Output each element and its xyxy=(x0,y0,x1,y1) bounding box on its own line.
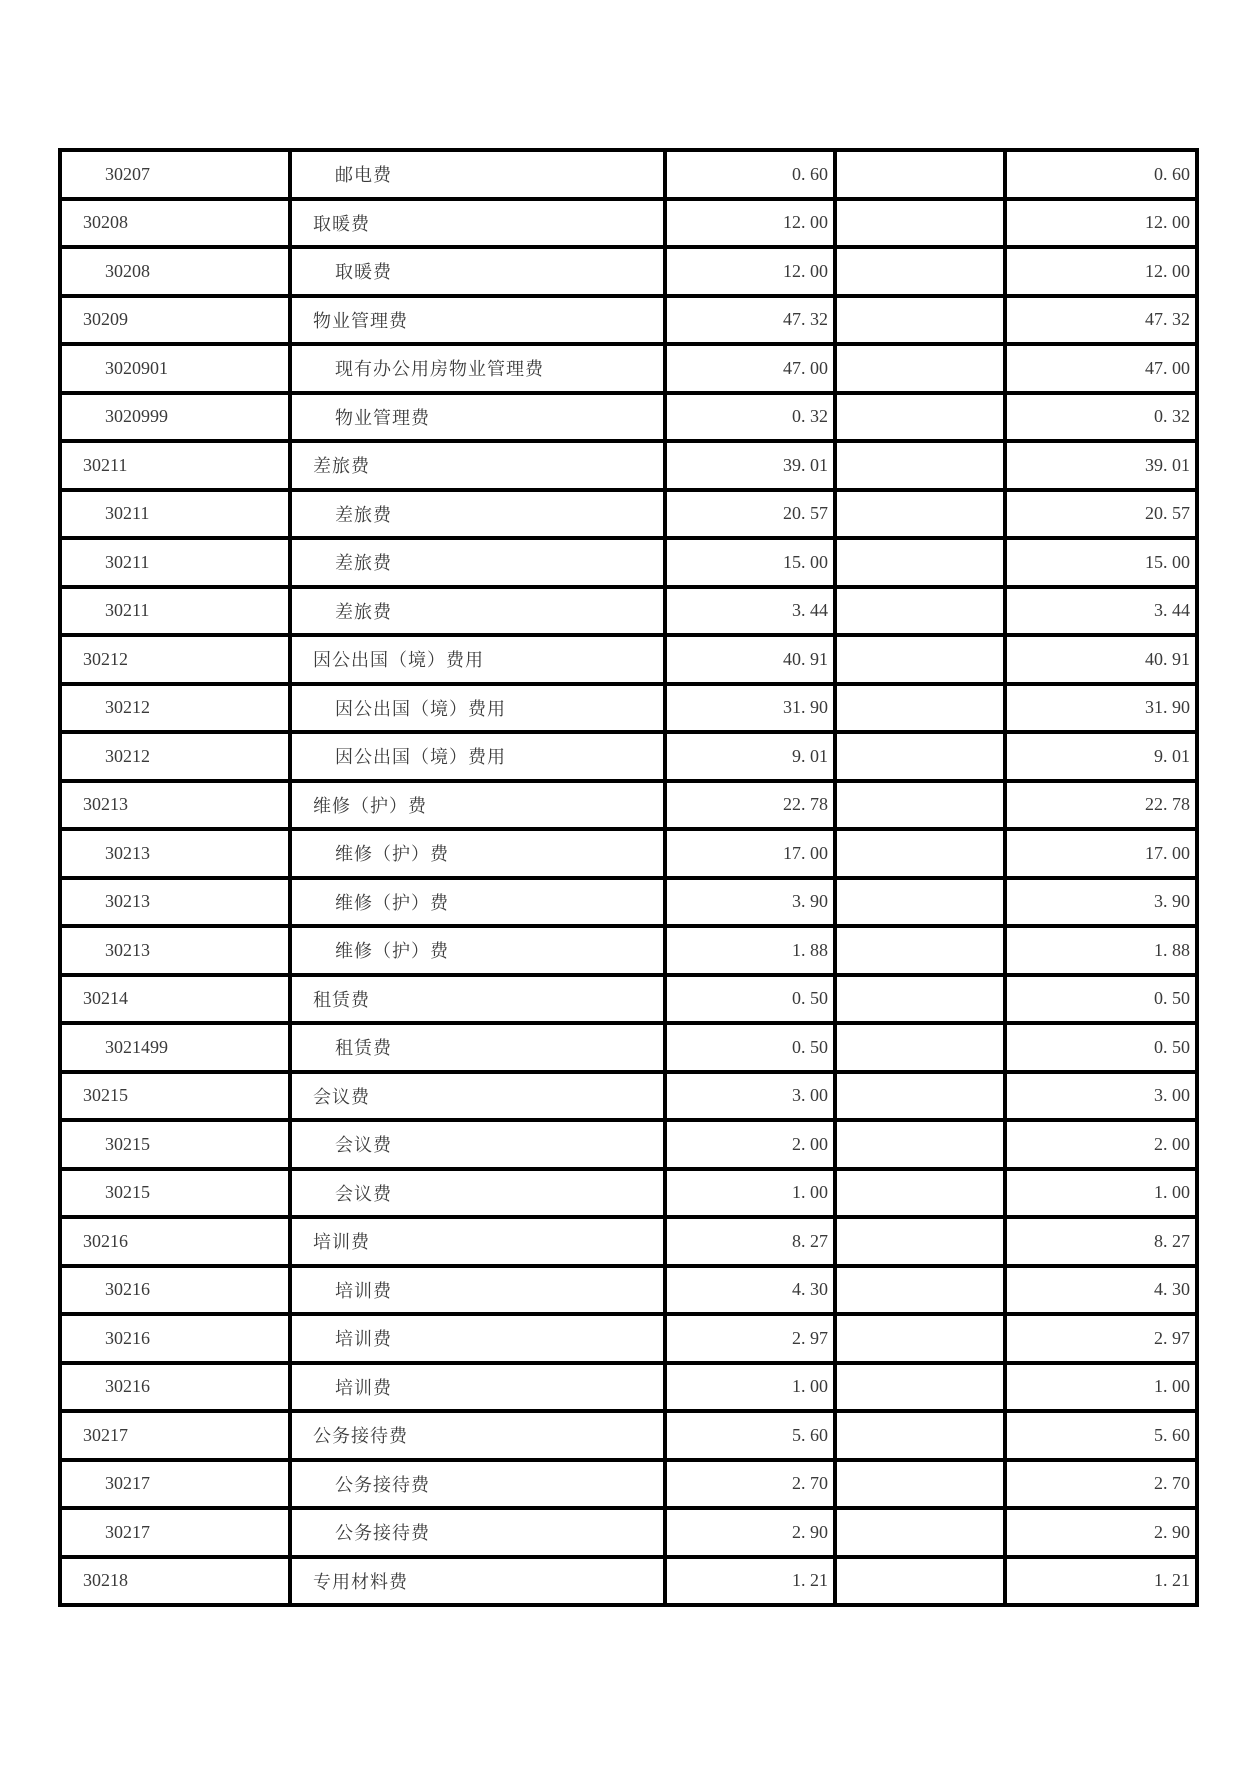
spacer-cell xyxy=(835,1072,1005,1121)
table-row xyxy=(60,1023,1197,1072)
name-cell: 会议费 xyxy=(290,1120,665,1169)
amount-cell: 3. 90 xyxy=(665,878,835,927)
amount-repeat-cell: 17. 00 xyxy=(1005,829,1197,878)
name-cell: 邮电费 xyxy=(290,150,665,199)
amount-repeat-cell: 2. 70 xyxy=(1005,1460,1197,1509)
amount-cell: 2. 70 xyxy=(665,1460,835,1509)
spacer-cell xyxy=(835,1023,1005,1072)
table-row xyxy=(60,635,1197,684)
amount-repeat-cell: 3. 44 xyxy=(1005,587,1197,636)
spacer-cell xyxy=(835,878,1005,927)
code-cell: 30212 xyxy=(60,732,290,781)
amount-cell: 8. 27 xyxy=(665,1217,835,1266)
spacer-cell xyxy=(835,296,1005,345)
table-row xyxy=(60,1120,1197,1169)
table-row xyxy=(60,1363,1197,1412)
spacer-cell xyxy=(835,781,1005,830)
table-row xyxy=(60,781,1197,830)
amount-repeat-cell: 15. 00 xyxy=(1005,538,1197,587)
code-cell: 30215 xyxy=(60,1120,290,1169)
spacer-cell xyxy=(835,441,1005,490)
name-cell: 取暖费 xyxy=(290,247,665,296)
code-cell: 30216 xyxy=(60,1314,290,1363)
amount-repeat-cell: 0. 50 xyxy=(1005,1023,1197,1072)
amount-cell: 1. 88 xyxy=(665,926,835,975)
code-cell: 30211 xyxy=(60,490,290,539)
table-row xyxy=(60,538,1197,587)
code-cell: 30216 xyxy=(60,1217,290,1266)
name-cell: 差旅费 xyxy=(290,441,665,490)
table-row xyxy=(60,150,1197,199)
code-cell: 3021499 xyxy=(60,1023,290,1072)
table-row xyxy=(60,393,1197,442)
amount-repeat-cell: 2. 00 xyxy=(1005,1120,1197,1169)
code-cell: 30213 xyxy=(60,781,290,830)
name-cell: 维修（护）费 xyxy=(290,829,665,878)
table-row xyxy=(60,441,1197,490)
table-row xyxy=(60,344,1197,393)
name-cell: 公务接待费 xyxy=(290,1411,665,1460)
name-cell: 专用材料费 xyxy=(290,1557,665,1606)
spacer-cell xyxy=(835,393,1005,442)
name-cell: 现有办公用房物业管理费 xyxy=(290,344,665,393)
name-cell: 会议费 xyxy=(290,1072,665,1121)
amount-repeat-cell: 0. 60 xyxy=(1005,150,1197,199)
name-cell: 会议费 xyxy=(290,1169,665,1218)
amount-repeat-cell: 1. 00 xyxy=(1005,1169,1197,1218)
amount-repeat-cell: 20. 57 xyxy=(1005,490,1197,539)
spacer-cell xyxy=(835,1460,1005,1509)
table-row xyxy=(60,199,1197,248)
spacer-cell xyxy=(835,1266,1005,1315)
spacer-cell xyxy=(835,587,1005,636)
amount-cell: 3. 44 xyxy=(665,587,835,636)
spacer-cell xyxy=(835,199,1005,248)
amount-repeat-cell: 47. 00 xyxy=(1005,344,1197,393)
amount-cell: 22. 78 xyxy=(665,781,835,830)
code-cell: 30207 xyxy=(60,150,290,199)
amount-cell: 39. 01 xyxy=(665,441,835,490)
table-row xyxy=(60,732,1197,781)
amount-repeat-cell: 3. 00 xyxy=(1005,1072,1197,1121)
amount-cell: 1. 00 xyxy=(665,1169,835,1218)
spacer-cell xyxy=(835,1508,1005,1557)
spacer-cell xyxy=(835,490,1005,539)
code-cell: 30212 xyxy=(60,684,290,733)
table-row xyxy=(60,296,1197,345)
spacer-cell xyxy=(835,538,1005,587)
table-row xyxy=(60,1217,1197,1266)
amount-cell: 3. 00 xyxy=(665,1072,835,1121)
code-cell: 30213 xyxy=(60,829,290,878)
amount-repeat-cell: 0. 50 xyxy=(1005,975,1197,1024)
table-row xyxy=(60,926,1197,975)
amount-cell: 40. 91 xyxy=(665,635,835,684)
name-cell: 维修（护）费 xyxy=(290,926,665,975)
table-row xyxy=(60,1314,1197,1363)
code-cell: 30215 xyxy=(60,1072,290,1121)
table-row xyxy=(60,975,1197,1024)
name-cell: 因公出国（境）费用 xyxy=(290,635,665,684)
spacer-cell xyxy=(835,1363,1005,1412)
code-cell: 30216 xyxy=(60,1266,290,1315)
code-cell: 30208 xyxy=(60,247,290,296)
spacer-cell xyxy=(835,1557,1005,1606)
amount-cell: 2. 90 xyxy=(665,1508,835,1557)
amount-repeat-cell: 40. 91 xyxy=(1005,635,1197,684)
table-row xyxy=(60,1508,1197,1557)
name-cell: 培训费 xyxy=(290,1314,665,1363)
spacer-cell xyxy=(835,684,1005,733)
name-cell: 培训费 xyxy=(290,1217,665,1266)
code-cell: 30217 xyxy=(60,1411,290,1460)
code-cell: 30217 xyxy=(60,1460,290,1509)
table-row xyxy=(60,1460,1197,1509)
spacer-cell xyxy=(835,1120,1005,1169)
amount-cell: 0. 50 xyxy=(665,975,835,1024)
code-cell: 3020901 xyxy=(60,344,290,393)
table-row xyxy=(60,490,1197,539)
amount-repeat-cell: 1. 88 xyxy=(1005,926,1197,975)
code-cell: 3020999 xyxy=(60,393,290,442)
table-row xyxy=(60,247,1197,296)
code-cell: 30211 xyxy=(60,441,290,490)
name-cell: 租赁费 xyxy=(290,1023,665,1072)
name-cell: 租赁费 xyxy=(290,975,665,1024)
amount-repeat-cell: 2. 97 xyxy=(1005,1314,1197,1363)
name-cell: 公务接待费 xyxy=(290,1460,665,1509)
table-row xyxy=(60,1266,1197,1315)
spacer-cell xyxy=(835,1411,1005,1460)
name-cell: 差旅费 xyxy=(290,538,665,587)
name-cell: 维修（护）费 xyxy=(290,781,665,830)
amount-cell: 31. 90 xyxy=(665,684,835,733)
spacer-cell xyxy=(835,829,1005,878)
spacer-cell xyxy=(835,1217,1005,1266)
amount-cell: 1. 00 xyxy=(665,1363,835,1412)
name-cell: 维修（护）费 xyxy=(290,878,665,927)
code-cell: 30214 xyxy=(60,975,290,1024)
amount-cell: 12. 00 xyxy=(665,247,835,296)
budget-table-body xyxy=(60,150,1197,1605)
amount-repeat-cell: 5. 60 xyxy=(1005,1411,1197,1460)
spacer-cell xyxy=(835,1169,1005,1218)
name-cell: 因公出国（境）费用 xyxy=(290,732,665,781)
code-cell: 30211 xyxy=(60,587,290,636)
name-cell: 物业管理费 xyxy=(290,296,665,345)
amount-repeat-cell: 8. 27 xyxy=(1005,1217,1197,1266)
amount-repeat-cell: 3. 90 xyxy=(1005,878,1197,927)
amount-cell: 47. 00 xyxy=(665,344,835,393)
table-row xyxy=(60,1072,1197,1121)
amount-repeat-cell: 31. 90 xyxy=(1005,684,1197,733)
amount-cell: 0. 32 xyxy=(665,393,835,442)
amount-cell: 0. 60 xyxy=(665,150,835,199)
amount-repeat-cell: 9. 01 xyxy=(1005,732,1197,781)
amount-repeat-cell: 12. 00 xyxy=(1005,247,1197,296)
amount-cell: 15. 00 xyxy=(665,538,835,587)
amount-repeat-cell: 12. 00 xyxy=(1005,199,1197,248)
amount-repeat-cell: 4. 30 xyxy=(1005,1266,1197,1315)
amount-cell: 47. 32 xyxy=(665,296,835,345)
amount-repeat-cell: 39. 01 xyxy=(1005,441,1197,490)
table-row xyxy=(60,1169,1197,1218)
budget-table xyxy=(58,148,1199,1607)
code-cell: 30216 xyxy=(60,1363,290,1412)
name-cell: 公务接待费 xyxy=(290,1508,665,1557)
table-row xyxy=(60,1557,1197,1606)
code-cell: 30211 xyxy=(60,538,290,587)
table-row xyxy=(60,1411,1197,1460)
amount-repeat-cell: 2. 90 xyxy=(1005,1508,1197,1557)
code-cell: 30209 xyxy=(60,296,290,345)
spacer-cell xyxy=(835,344,1005,393)
amount-cell: 5. 60 xyxy=(665,1411,835,1460)
name-cell: 培训费 xyxy=(290,1266,665,1315)
amount-repeat-cell: 22. 78 xyxy=(1005,781,1197,830)
code-cell: 30215 xyxy=(60,1169,290,1218)
code-cell: 30218 xyxy=(60,1557,290,1606)
name-cell: 培训费 xyxy=(290,1363,665,1412)
name-cell: 取暖费 xyxy=(290,199,665,248)
table-row xyxy=(60,829,1197,878)
name-cell: 差旅费 xyxy=(290,587,665,636)
amount-cell: 17. 00 xyxy=(665,829,835,878)
name-cell: 物业管理费 xyxy=(290,393,665,442)
code-cell: 30217 xyxy=(60,1508,290,1557)
amount-repeat-cell: 0. 32 xyxy=(1005,393,1197,442)
name-cell: 因公出国（境）费用 xyxy=(290,684,665,733)
amount-cell: 1. 21 xyxy=(665,1557,835,1606)
table-row xyxy=(60,684,1197,733)
amount-cell: 0. 50 xyxy=(665,1023,835,1072)
spacer-cell xyxy=(835,926,1005,975)
code-cell: 30213 xyxy=(60,926,290,975)
code-cell: 30213 xyxy=(60,878,290,927)
code-cell: 30212 xyxy=(60,635,290,684)
amount-repeat-cell: 47. 32 xyxy=(1005,296,1197,345)
spacer-cell xyxy=(835,635,1005,684)
spacer-cell xyxy=(835,1314,1005,1363)
amount-cell: 12. 00 xyxy=(665,199,835,248)
table-row xyxy=(60,878,1197,927)
amount-cell: 2. 00 xyxy=(665,1120,835,1169)
amount-cell: 4. 30 xyxy=(665,1266,835,1315)
spacer-cell xyxy=(835,732,1005,781)
amount-cell: 2. 97 xyxy=(665,1314,835,1363)
amount-cell: 9. 01 xyxy=(665,732,835,781)
spacer-cell xyxy=(835,247,1005,296)
table-row xyxy=(60,587,1197,636)
amount-cell: 20. 57 xyxy=(665,490,835,539)
spacer-cell xyxy=(835,150,1005,199)
name-cell: 差旅费 xyxy=(290,490,665,539)
amount-repeat-cell: 1. 00 xyxy=(1005,1363,1197,1412)
amount-repeat-cell: 1. 21 xyxy=(1005,1557,1197,1606)
code-cell: 30208 xyxy=(60,199,290,248)
spacer-cell xyxy=(835,975,1005,1024)
